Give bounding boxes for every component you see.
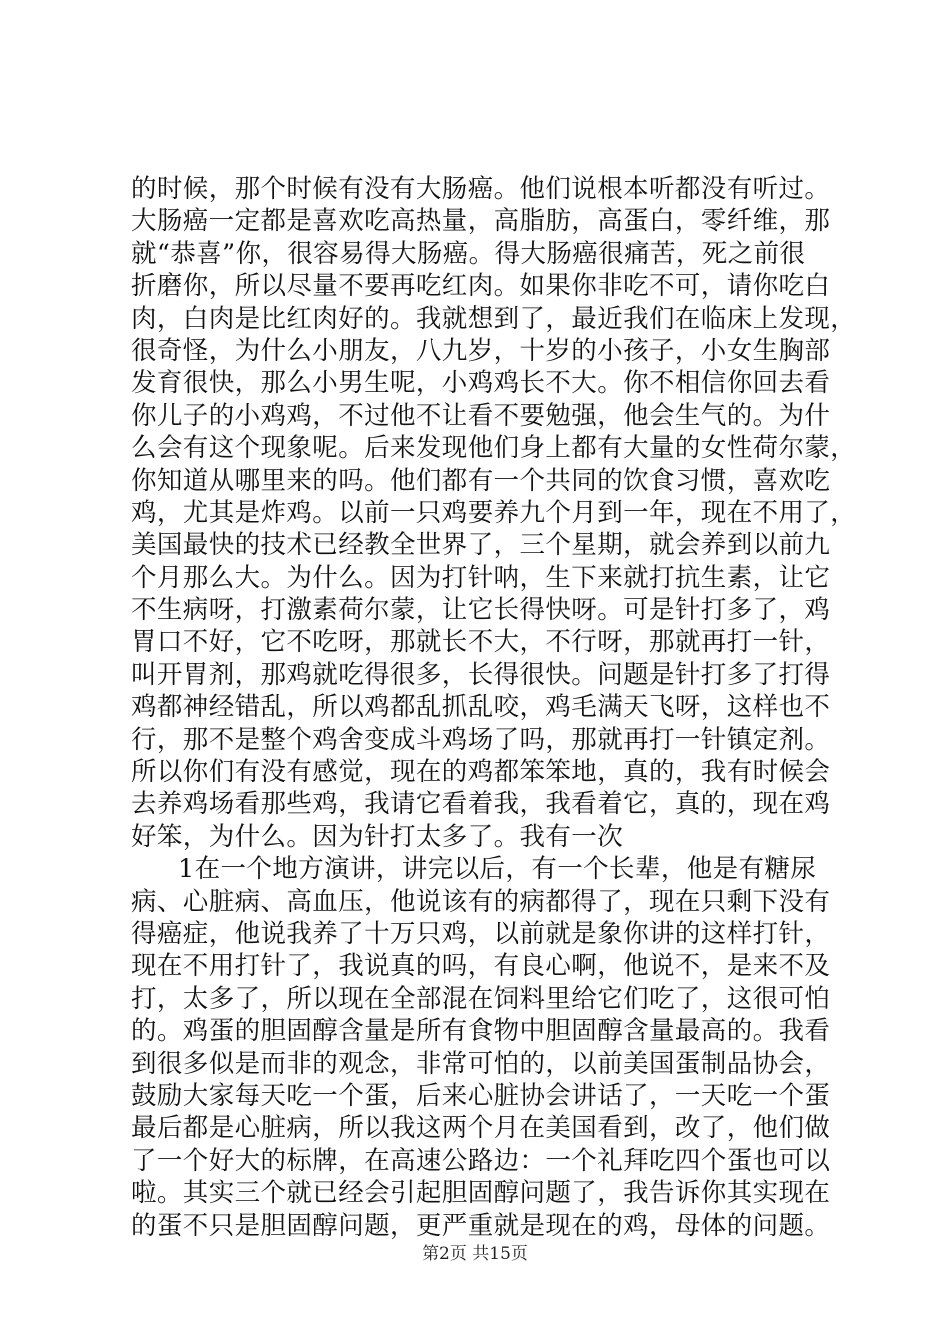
- text-line-32: 啦。其实三个就已经会引起胆固醇问题了，我告诉你其实现在: [131, 1178, 831, 1209]
- text-line-33: 的蛋不只是胆固醇问题，更严重就是现在的鸡，母体的问题。: [131, 1210, 831, 1241]
- text-line-8: 你儿子的小鸡鸡，不过他不让看不要勉强，他会生气的。为什: [131, 400, 831, 431]
- text-line-28: 到很多似是而非的观念，非常可怕的，以前美国蛋制品协会，: [131, 1048, 831, 1079]
- text-line-27: 的。鸡蛋的胆固醇含量是所有食物中胆固醇含量最高的。我看: [131, 1016, 831, 1047]
- body-text: [131, 173, 857, 1242]
- text-line-24: 得癌症，他说我养了十万只鸡，以前就是象你讲的这样打针，: [131, 918, 831, 949]
- text-line-17: 鸡都神经错乱，所以鸡都乱抓乱咬，鸡毛满天飞呀，这样也不: [131, 692, 831, 723]
- text-line-30: 最后都是心脏病，所以我这两个月在美国看到，改了，他们做: [131, 1113, 831, 1144]
- text-line-6: 很奇怪，为什么小朋友，八九岁，十岁的小孩子，小女生胸部: [131, 335, 831, 366]
- text-line-25: 现在不用打针了，我说真的吗，有良心啊，他说不，是来不及: [131, 951, 831, 982]
- text-line-23: 病、心脏病、高血压，他说该有的病都得了，现在只剩下没有: [131, 886, 831, 917]
- text-line-22-paragraph-start: 1在一个地方演讲，讲完以后，有一个长辈，他是有糖尿: [178, 854, 817, 885]
- text-line-1: 的时候，那个时候有没有大肠癌。他们说根本听都没有听过。: [131, 174, 831, 204]
- page-number-label: 第2页 共15页: [422, 1244, 528, 1264]
- text-line-3: 就“恭喜”你，很容易得大肠癌。得大肠癌很痛苦，死之前很: [131, 238, 806, 269]
- text-line-2: 大肠癌一定都是喜欢吃高热量，高脂肪，高蛋白，零纤维，那: [131, 206, 831, 237]
- text-line-20: 去养鸡场看那些鸡，我请它看着我，我看着它，真的，现在鸡: [131, 789, 831, 820]
- text-line-29: 鼓励大家每天吃一个蛋，后来心脏协会讲话了，一天吃一个蛋: [131, 1080, 831, 1111]
- text-line-10: 你知道从哪里来的吗。他们都有一个共同的饮食习惯，喜欢吃: [131, 465, 831, 496]
- text-line-21: 好笨，为什么。因为针打太多了。我有一次: [131, 821, 624, 852]
- text-line-14: 不生病呀，打激素荷尔蒙，让它长得快呀。可是针打多了，鸡: [131, 595, 831, 626]
- text-line-5: 肉，白肉是比红肉好的。我就想到了，最近我们在临床上发现，: [131, 303, 857, 334]
- page-footer: [0, 1243, 950, 1265]
- text-line-26: 打，太多了，所以现在全部混在饲料里给它们吃了，这很可怕: [131, 983, 831, 1014]
- text-line-31: 了一个好大的标牌，在高速公路边：一个礼拜吃四个蛋也可以: [131, 1145, 831, 1176]
- text-line-12: 美国最快的技术已经教全世界了，三个星期，就会养到以前九: [131, 530, 831, 561]
- text-line-16: 叫开胃剂，那鸡就吃得很多，长得很快。问题是针打多了打得: [131, 659, 831, 690]
- text-line-9: 么会有这个现象呢。后来发现他们身上都有大量的女性荷尔蒙，: [131, 433, 857, 464]
- text-line-15: 胃口不好，它不吃呀，那就长不大，不行呀，那就再打一针，: [131, 627, 831, 658]
- text-line-11: 鸡，尤其是炸鸡。以前一只鸡要养九个月到一年，现在不用了，: [131, 497, 857, 528]
- text-line-13: 个月那么大。为什么。因为打针呐，生下来就打抗生素，让它: [131, 562, 831, 593]
- text-line-4: 折磨你，所以尽量不要再吃红肉。如果你非吃不可，请你吃白: [131, 271, 831, 302]
- text-line-18: 行，那不是整个鸡舍变成斗鸡场了吗，那就再打一针镇定剂。: [131, 724, 831, 755]
- text-line-19: 所以你们有没有感觉，现在的鸡都笨笨地，真的，我有时候会: [131, 757, 831, 788]
- text-line-7: 发育很快，那么小男生呢，小鸡鸡长不大。你不相信你回去看: [131, 368, 831, 399]
